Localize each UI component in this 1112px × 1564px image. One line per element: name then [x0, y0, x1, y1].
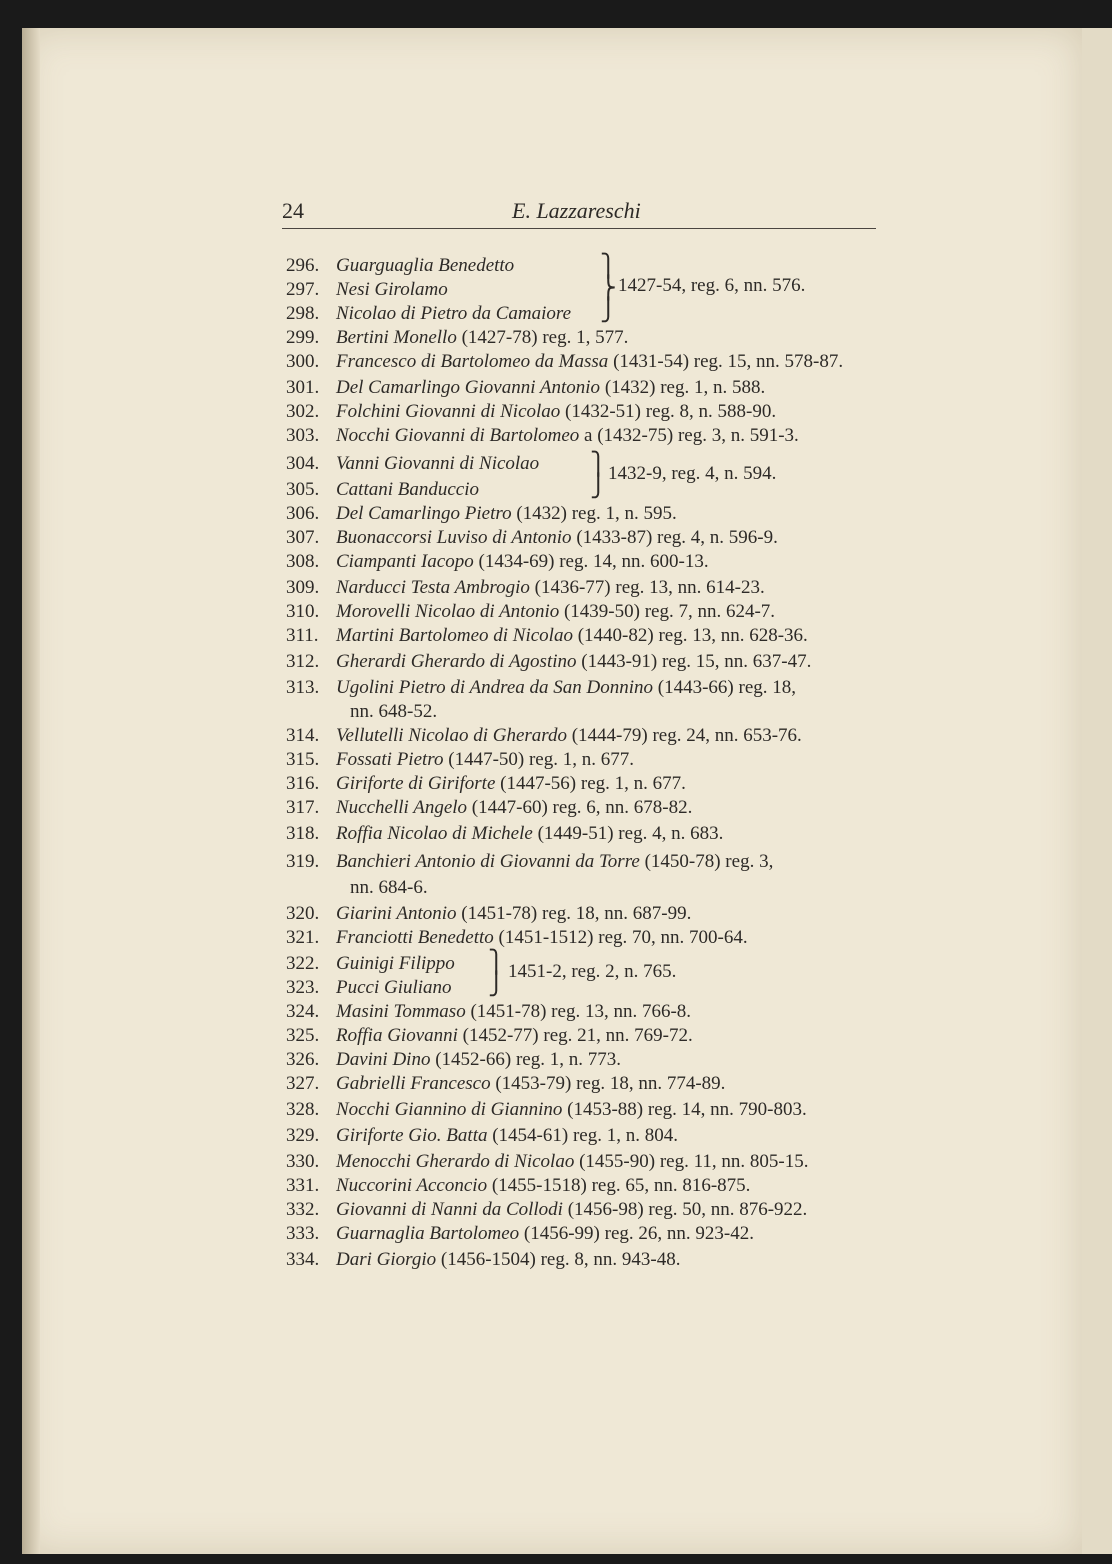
group-reference: 1427-54, reg. 6, nn. 576.	[618, 275, 806, 296]
entry-reference: (1427-78) reg. 1, 577.	[456, 327, 629, 348]
entry-number: 322.	[286, 953, 320, 974]
entry-reference: (1432-51) reg. 8, n. 588-90.	[560, 401, 777, 422]
entry-name: Francesco di Bartolomeo da Massa	[336, 351, 609, 372]
entry-number: 307.	[286, 527, 320, 548]
entry-name: Nuccorini Acconcio	[336, 1175, 488, 1196]
entry-name: Roffia Nicolao di Michele	[336, 823, 533, 844]
entry-number: 309.	[286, 577, 320, 598]
list-item	[286, 1248, 680, 1272]
list-item	[286, 526, 778, 550]
entry-number: 296.	[286, 255, 320, 276]
list-item	[286, 624, 808, 648]
entry-name: Giarini Antonio	[336, 903, 457, 924]
list-item	[286, 676, 796, 700]
entry-number: 321.	[286, 927, 320, 948]
entry-reference: (1436-77) reg. 13, nn. 614-23.	[529, 577, 765, 598]
entry-reference: (1456-99) reg. 26, nn. 923-42.	[519, 1223, 754, 1244]
list-item	[286, 278, 448, 302]
list-item	[286, 796, 692, 820]
entry-reference: (1454-61) reg. 1, n. 804.	[487, 1125, 678, 1146]
entry-number: 316.	[286, 773, 320, 794]
entry-reference: (1450-78) reg. 3,	[639, 851, 774, 872]
entry-reference: (1452-77) reg. 21, nn. 769-72.	[457, 1025, 693, 1046]
list-item	[286, 748, 634, 772]
entry-reference: (1453-88) reg. 14, nn. 790-803.	[562, 1099, 807, 1120]
entry-name: Buonaccorsi Luviso di Antonio	[336, 527, 572, 548]
entry-name: Pucci Giuliano	[336, 977, 452, 998]
list-item	[286, 650, 811, 674]
list-item	[286, 976, 452, 1000]
entry-name: Cattani Banduccio	[336, 479, 480, 500]
entry-name: Gabrielli Francesco	[336, 1073, 491, 1094]
entry-reference: (1434-69) reg. 14, nn. 600-13.	[473, 551, 709, 572]
entry-name: Davini Dino	[336, 1049, 431, 1070]
entry-name: Dari Giorgio	[336, 1249, 437, 1270]
entry-number: 308.	[286, 551, 320, 572]
entry-name: Nucchelli Angelo	[336, 797, 468, 818]
entry-reference: (1451-78) reg. 13, nn. 766-8.	[465, 1001, 692, 1022]
list-item	[286, 1024, 693, 1048]
entry-name: Fossati Pietro	[336, 749, 444, 770]
entry-number: 333.	[286, 1223, 320, 1244]
entry-number: 301.	[286, 377, 320, 398]
list-item	[286, 1198, 807, 1222]
entry-number: 306.	[286, 503, 320, 524]
entry-reference: (1452-66) reg. 1, n. 773.	[430, 1049, 621, 1070]
entry-name: Guinigi Filippo	[336, 953, 455, 974]
brace-open: ⎫	[590, 451, 607, 476]
page-header	[282, 198, 876, 229]
entry-number: 329.	[286, 1125, 320, 1146]
entry-number: 314.	[286, 725, 320, 746]
entry-number: 320.	[286, 903, 320, 924]
list-item	[286, 302, 571, 326]
entry-number: 311.	[286, 625, 319, 646]
entry-name: Gherardi Gherardo di Agostino	[336, 651, 577, 672]
list-item	[286, 376, 765, 400]
entry-reference: (1443-66) reg. 18,	[653, 677, 797, 698]
entry-reference: (1440-82) reg. 13, nn. 628-36.	[572, 625, 808, 646]
brace-open: ⎫	[488, 949, 505, 974]
entry-name: Martini Bartolomeo di Nicolao	[336, 625, 573, 646]
entry-number: 334.	[286, 1249, 320, 1270]
list-item	[286, 1072, 725, 1096]
entry-continuation: nn. 684-6.	[350, 877, 428, 898]
entry-reference: (1451-1512) reg. 70, nn. 700-64.	[493, 927, 748, 948]
entry-reference: (1432) reg. 1, n. 588.	[600, 377, 766, 398]
entry-name: Giriforte Gio. Batta	[336, 1125, 488, 1146]
entry-reference: (1453-79) reg. 18, nn. 774-89.	[490, 1073, 726, 1094]
list-item	[286, 550, 709, 574]
list-item	[286, 1174, 750, 1198]
list-item	[286, 326, 628, 350]
entry-number: 304.	[286, 453, 320, 474]
entry-name: Guarguaglia Benedetto	[336, 255, 515, 276]
brace-close: ⎭	[600, 297, 617, 322]
entry-name: Guarnaglia Bartolomeo	[336, 1223, 520, 1244]
list-item	[286, 350, 843, 374]
entry-reference: (1447-50) reg. 1, n. 677.	[443, 749, 634, 770]
entry-name: Nicolao di Pietro da Camaiore	[336, 303, 572, 324]
entry-reference: (1455-1518) reg. 65, nn. 816-875.	[487, 1175, 751, 1196]
entry-reference: (1449-51) reg. 4, n. 683.	[532, 823, 724, 844]
entry-name: Menocchi Gherardo di Nicolao	[336, 1151, 575, 1172]
list-item	[286, 724, 802, 748]
entry-number: 326.	[286, 1049, 320, 1070]
entry-name: Folchini Giovanni di Nicolao	[336, 401, 561, 422]
list-item	[286, 772, 686, 796]
list-item	[286, 1000, 691, 1024]
entry-name: Morovelli Nicolao di Antonio	[336, 601, 560, 622]
entry-reference: (1451-78) reg. 18, nn. 687-99.	[456, 903, 692, 924]
entry-name: Ugolini Pietro di Andrea da San Donnino	[336, 677, 654, 698]
list-item	[286, 254, 514, 278]
entry-reference: (1433-87) reg. 4, n. 596-9.	[571, 527, 778, 548]
brace-close: ⎭	[488, 971, 505, 996]
entry-number: 300.	[286, 351, 320, 372]
entry-number: 315.	[286, 749, 320, 770]
entry-number: 331.	[286, 1175, 320, 1196]
entry-number: 302.	[286, 401, 320, 422]
entry-name: Ciampanti Iacopo	[336, 551, 474, 572]
list-item	[286, 850, 773, 874]
entry-name: Giovanni di Nanni da Collodi	[336, 1199, 563, 1220]
brace-close: ⎭	[590, 473, 607, 498]
entry-number: 310.	[286, 601, 320, 622]
entry-name: Del Camarlingo Pietro	[336, 503, 512, 524]
list-item	[286, 452, 539, 476]
entry-number: 319.	[286, 851, 320, 872]
entry-number: 323.	[286, 977, 320, 998]
group-reference: 1451-2, reg. 2, n. 765.	[508, 961, 677, 982]
list-item	[286, 926, 748, 950]
group-reference: 1432-9, reg. 4, n. 594.	[608, 463, 777, 484]
entry-name: Del Camarlingo Giovanni Antonio	[336, 377, 601, 398]
entry-number: 312.	[286, 651, 320, 672]
entry-number: 328.	[286, 1099, 320, 1120]
entry-name: Franciotti Benedetto	[336, 927, 494, 948]
entry-number: 299.	[286, 327, 320, 348]
entry-number: 324.	[286, 1001, 320, 1022]
entry-reference: (1447-60) reg. 6, nn. 678-82.	[467, 797, 693, 818]
list-item	[286, 1150, 808, 1174]
entry-reference: (1431-54) reg. 15, nn. 578-87.	[608, 351, 844, 372]
entry-reference: (1439-50) reg. 7, nn. 624-7.	[559, 601, 776, 622]
entry-number: 317.	[286, 797, 320, 818]
entry-name: Giriforte di Giriforte	[336, 773, 496, 794]
list-item	[286, 424, 799, 448]
entry-name: Nesi Girolamo	[336, 279, 448, 300]
entry-name: Bertini Monello	[336, 327, 457, 348]
list-item	[286, 502, 677, 526]
entry-name: Vellutelli Nicolao di Gherardo	[336, 725, 567, 746]
entry-reference: (1456-1504) reg. 8, nn. 943-48.	[436, 1249, 681, 1270]
page-gutter	[22, 28, 40, 1554]
entry-reference: (1432) reg. 1, n. 595.	[511, 503, 677, 524]
entry-name: Banchieri Antonio di Giovanni da Torre	[336, 851, 640, 872]
entry-reference: a (1432-75) reg. 3, n. 591-3.	[579, 425, 799, 446]
list-item	[286, 576, 765, 600]
entry-number: 305.	[286, 479, 320, 500]
list-item	[286, 952, 455, 976]
list-item	[286, 1048, 621, 1072]
entry-name: Masini Tommaso	[336, 1001, 466, 1022]
entry-number: 303.	[286, 425, 320, 446]
entry-name: Nocchi Giannino di Giannino	[336, 1099, 563, 1120]
entry-reference: (1444-79) reg. 24, nn. 653-76.	[566, 725, 802, 746]
entry-name: Narducci Testa Ambrogio	[336, 577, 530, 598]
page-number: 24	[282, 198, 304, 223]
entry-number: 325.	[286, 1025, 320, 1046]
entry-number: 297.	[286, 279, 320, 300]
list-item	[286, 1124, 678, 1148]
list-item	[286, 1098, 807, 1122]
entry-number: 332.	[286, 1199, 320, 1220]
running-title: E. Lazzareschi	[512, 198, 641, 223]
entry-reference: (1456-98) reg. 50, nn. 876-922.	[562, 1199, 808, 1220]
entry-number: 327.	[286, 1073, 320, 1094]
entry-number: 330.	[286, 1151, 320, 1172]
entry-continuation: nn. 648-52.	[350, 701, 438, 722]
entry-reference: (1455-90) reg. 11, nn. 805-15.	[574, 1151, 809, 1172]
list-item	[286, 478, 479, 502]
list-item	[286, 400, 776, 424]
entry-name: Nocchi Giovanni di Bartolomeo	[336, 425, 580, 446]
list-item	[286, 600, 775, 624]
entry-reference: (1443-91) reg. 15, nn. 637-47.	[576, 651, 812, 672]
entry-number: 318.	[286, 823, 320, 844]
list-item	[286, 1222, 754, 1246]
list-item	[286, 902, 691, 926]
entry-number: 298.	[286, 303, 320, 324]
entry-name: Roffia Giovanni	[336, 1025, 458, 1046]
list-item	[286, 822, 723, 846]
entry-number: 313.	[286, 677, 320, 698]
entry-reference: (1447-56) reg. 1, n. 677.	[495, 773, 686, 794]
brace-mid: ⎬	[600, 275, 617, 300]
entry-name: Vanni Giovanni di Nicolao	[336, 453, 540, 474]
brace-open: ⎫	[600, 253, 617, 278]
